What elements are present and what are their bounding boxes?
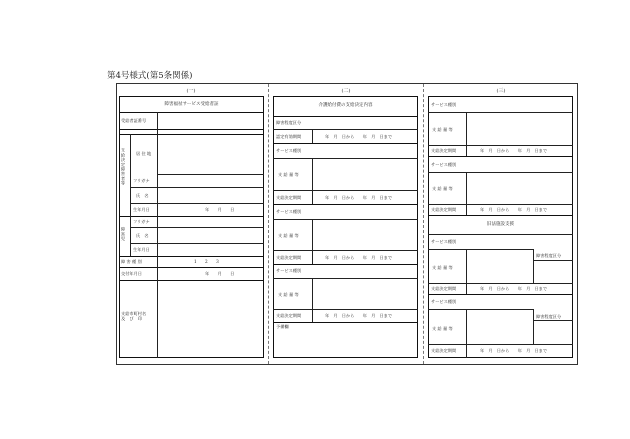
p1-furigana2-label: フリガナ [133,219,150,224]
p1-disability-type-values: 1 2 3 [194,259,219,264]
p3-decision-label-1: 支給決定期間 [431,148,457,153]
p1-birth-label: 生年月日 [133,207,150,212]
p2-decision-label-3: 支給決定期間 [276,313,302,318]
p2-remarks-label: 予備欄 [276,324,289,329]
p3-amount-label-2: 支 給 量 等 [432,186,453,191]
p1-header: 障害福祉サービス受給者証 [164,102,219,107]
p2-amount-label-2: 支 給 量 等 [278,233,299,238]
p3-decision-label-3: 支給決定期間 [431,286,457,291]
p1-issue-date-label: 交付年月日 [121,271,142,276]
form-title: 第4号様式(第5条関係) [107,71,193,81]
p2-amount-label-3: 支 給 量 等 [278,292,299,297]
p3-service-label-2: サービス種別 [431,162,457,167]
p3-amount-label-3: 支 給 量 等 [432,265,453,270]
fold-line-2 [423,84,424,364]
p3-disability-category-1: 障害程度区分 [536,253,562,258]
p1-group-recipient: 支給決定障害者等 [121,148,126,186]
p3-decision-period-1: 年 月 日から 年 月 日まで [480,148,548,153]
panel-label-2: (二) [341,88,351,94]
p1-issuer-label: 支給市町村名 及 び 印 [121,311,147,321]
p2-decision-period-1: 年 月 日から 年 月 日まで [325,195,393,200]
p3-disability-category-2: 障害程度区分 [536,314,562,319]
p1-birth-date: 年 月 日 [205,207,235,212]
p3-facility-header: 旧法施設支援 [487,222,514,227]
p3-service-label-3: サービス種別 [431,239,457,244]
panel-label-1: (一) [186,88,196,94]
p2-service-label-2: サービス種別 [276,209,302,214]
p1-cert-no-label: 受給者証番号 [121,118,147,123]
p1-group-child: 障害児 [121,227,126,242]
p1-address-label: 居 住 地 [136,151,152,156]
p1-issue-date: 年 月 日 [205,271,235,276]
p3-decision-period-4: 年 月 日から 年 月 日まで [480,348,548,353]
p2-decision-period-3: 年 月 日から 年 月 日まで [325,313,393,318]
p1-birth2-label: 生年月日 [133,247,150,252]
p3-decision-label-4: 支給決定期間 [431,348,457,353]
p2-decision-label-1: 支給決定期間 [276,195,302,200]
p2-valid-period-label: 認定有効期間 [276,134,302,139]
p2-category-label: 障害程度区分 [276,120,302,125]
p2-service-label-1: サービス種別 [276,148,302,153]
p3-decision-label-2: 支給決定期間 [431,207,457,212]
p1-disability-type-label: 障 害 種 別 [121,259,142,264]
p2-decision-period-2: 年 月 日から 年 月 日まで [325,255,393,260]
p2-decision-label-2: 支給決定期間 [276,255,302,260]
p2-service-label-3: サービス種別 [276,268,302,273]
p1-furigana-label: フリガナ [133,178,150,183]
p2-valid-period: 年 月 日から 年 月 日まで [325,134,393,139]
p1-name2-label: 氏 名 [136,233,149,238]
panel-label-3: (三) [496,88,506,94]
p3-service-label-4: サービス種別 [431,299,457,304]
p3-amount-label-4: 支 給 量 等 [432,326,453,331]
fold-line-1 [268,84,269,364]
p3-service-label-1: サービス種別 [431,102,457,107]
p1-name-label: 氏 名 [136,193,149,198]
p3-decision-period-3: 年 月 日から 年 月 日まで [480,286,548,291]
p3-amount-label-1: 支 給 量 等 [432,127,453,132]
p3-decision-period-2: 年 月 日から 年 月 日まで [480,207,548,212]
p2-header: 介護給付費の支給決定内容 [318,103,373,108]
p2-amount-label-1: 支 給 量 等 [278,172,299,177]
